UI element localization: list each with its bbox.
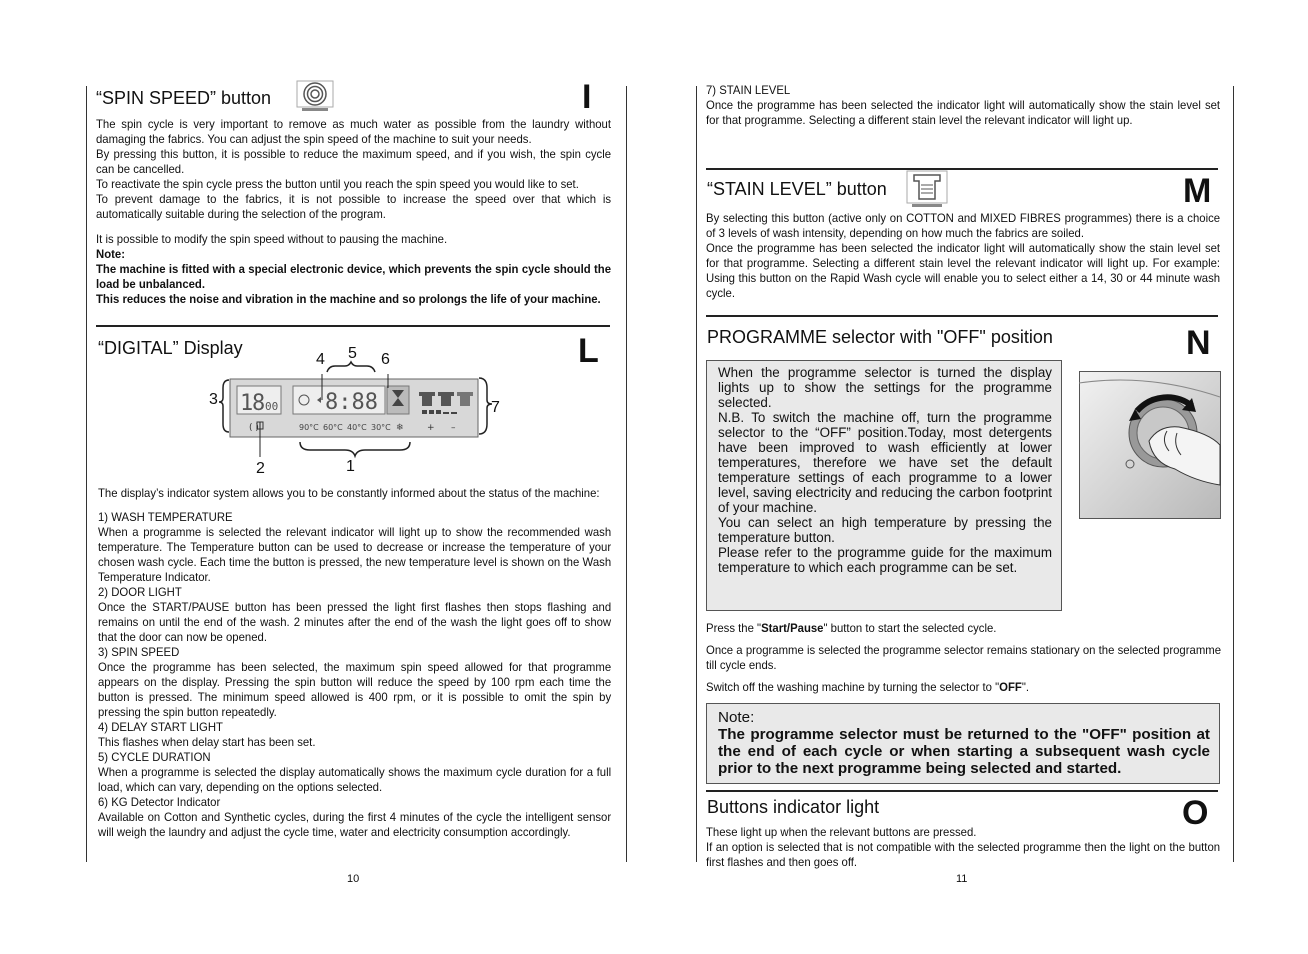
callout-2: 2 (256, 460, 265, 477)
callout-6: 6 (381, 351, 390, 368)
svg-text:8:88: 8:88 (325, 390, 378, 415)
digital-display-heading: “DIGITAL” Display (98, 338, 243, 358)
spin-speed-body (96, 117, 611, 307)
switch-off-bold: OFF (999, 680, 1022, 694)
item-2-head: 2) DOOR LIGHT (98, 585, 182, 599)
spin-para-2: By pressing this button, it is possible to reduce the maximum speed, and if you wish, the spin cycle can be cancelled. (96, 147, 612, 176)
item-5-head: 5) CYCLE DURATION (98, 750, 211, 764)
item-2-text: Once the START/PAUSE button has been pressed the light first flashes then stops flashing and remains on until the end of the wash. 2 minutes after the end of the wash the light goes off to show that the door can now be opened. (98, 600, 612, 644)
section-letter-o: O (1182, 794, 1209, 832)
spin-para-1: The spin cycle is very important to remove as much water as possible from the laundry without damaging the fabrics. You can adjust the spin speed of the machine to suit your needs. (96, 117, 612, 146)
divider-programme (706, 315, 1218, 317)
divider-digital (96, 325, 610, 327)
switch-off-post: ". (1021, 680, 1030, 694)
item-6-text: Available on Cotton and Synthetic cycles, during the first 4 minutes of the cycle the intelligent sensor will weigh the laundry and adjust the cycle time, water and electricity consumption accordingly. (98, 810, 612, 839)
programme-note-label: Note: (718, 709, 755, 726)
svg-text:( ): ( ) (249, 423, 259, 433)
press-start-pre: Press the " (706, 621, 762, 635)
buttons-indicator-p1: These light up when the relevant buttons are pressed. (706, 825, 977, 839)
svg-text:00: 00 (265, 400, 279, 413)
programme-heading: PROGRAMME selector with "OFF" position (707, 327, 1053, 347)
press-start-line (706, 621, 1221, 636)
programme-instructions (706, 621, 1221, 695)
item-4-head: 4) DELAY START LIGHT (98, 720, 223, 734)
stain-button-body (706, 211, 1220, 301)
item-6-head: 6) KG Detector Indicator (98, 795, 221, 809)
callout-3: 3 (209, 391, 218, 408)
digital-intro: The display’s indicator system allows you to be constantly informed about the status of the machine: (98, 486, 600, 500)
stain-button-p1: By selecting this button (active only on COTTON and MIXED FIBRES programmes) there is a choice of 3 levels of wash intensity, depending on how much the fabrics are soiled. (706, 211, 1221, 240)
buttons-indicator-body (706, 825, 1220, 870)
svg-text:8: 8 (252, 391, 266, 416)
buttons-indicator-p2: If an option is selected that is not compatible with the selected programme then the light on the button first flashes and then goes off. (706, 840, 1221, 869)
stain-level-item (706, 83, 1220, 128)
spin-para-3: To reactivate the spin cycle press the button until you reach the spin speed you would like to set. (96, 177, 579, 191)
programme-note-text: The programme selector must be returned to the "OFF" position at the end of each cycle or when starting a subsequent wash cycle prior to the next programme being selected and started. (718, 726, 1210, 777)
section-letter-n: N (1186, 324, 1211, 362)
callout-5: 5 (348, 345, 357, 362)
spin-note-2: This reduces the noise and vibration in the machine and so prolongs the life of your machine. (96, 292, 601, 306)
item-1-text: When a programme is selected the relevant indicator will light up to show the recommended wash temperature. The Temperature button can be used to decrease or increase the temperature of your chosen wash cycle. Each time the button is pressed, the new temperature level is shown on the Wash Temperature Indicator. (98, 525, 612, 584)
page-number-left: 10 (347, 873, 360, 885)
svg-text:❄: ❄ (396, 423, 404, 433)
programme-box-4: Please refer to the programme guide for the maximum temperature to which each programme can be set. (718, 545, 1052, 575)
programme-box-2: N.B. To switch the machine off, turn the programme selector to the “OFF” position.Today, most detergents have been improved to wash efficiently at lower temperatures, therefore we have set the default temperature settings of each programme to a lower level, saving electricity and reducing the carbon footprint of your machine. (718, 410, 1052, 515)
programme-info-box (706, 360, 1062, 611)
stain-button-p2: Once the programme has been selected the indicator light will automatically show the stain level set for that programme. Selecting a different stain level the relevant indicator will light up. For example: Using this button on the Rapid Wash cycle will enable you to select either a 14, 30 or 44 minute wash cycle. (706, 241, 1221, 300)
temp-label-40: 40°C (347, 423, 367, 432)
item-1-head: 1) WASH TEMPERATURE (98, 510, 233, 524)
minus-label: – (451, 423, 456, 433)
section-letter-l: L (578, 332, 599, 370)
item-3-text: Once the programme has been selected, the maximum spin speed allowed for that programme appears on the display. Pressing the spin button will reduce the speed by 100 rpm each time the button is pressed. The minimum speed allowed is 400 rpm, or it is possible to omit the spin by pressing the spin button repeatedly. (98, 660, 612, 719)
programme-box-3: You can select an high temperature by pressing the temperature button. (718, 515, 1052, 545)
spin-modify-para: It is possible to modify the spin speed without to pausing the machine. (96, 232, 448, 246)
selector-stationary: Once a programme is selected the programme selector remains stationary on the selected programme till cycle ends. (706, 643, 1222, 672)
spin-para-4: To prevent damage to the fabrics, it is not possible to increase the speed over that which is automatically suitable during the selection of the program. (96, 192, 612, 221)
temp-label-60: 60°C (323, 423, 343, 432)
item-3-head: 3) SPIN SPEED (98, 645, 180, 659)
press-start-post: " button to start the selected cycle. (823, 621, 997, 635)
press-start-bold: Start/Pause (761, 621, 824, 635)
switch-off-pre: Switch off the washing machine by turning the selector to " (706, 680, 1000, 694)
callout-7: 7 (491, 399, 500, 416)
item-7-text: Once the programme has been selected the indicator light will automatically show the stain level set for that programme. Selecting a different stain level the relevant indicator will light up. (706, 98, 1221, 127)
callout-4: 4 (316, 351, 325, 368)
digital-body (98, 486, 611, 840)
plus-label: + (427, 423, 435, 433)
section-letter-i: I (582, 78, 592, 116)
svg-text:1: 1 (240, 391, 254, 416)
callout-1: 1 (346, 458, 355, 475)
divider-stain (706, 168, 1218, 170)
right-margin-rule (1233, 86, 1234, 862)
buttons-indicator-heading: Buttons indicator light (707, 797, 880, 817)
spin-icon (296, 80, 334, 112)
stain-level-icon (906, 170, 948, 208)
divider-buttons (706, 790, 1218, 792)
temp-label-90: 90°C (299, 423, 319, 432)
spin-speed-heading: “SPIN SPEED” button (96, 88, 272, 108)
switch-off-line (706, 680, 1221, 695)
digital-display-diagram (205, 342, 505, 478)
page-number-right: 11 (956, 873, 968, 885)
item-7-head: 7) STAIN LEVEL (706, 83, 791, 97)
stain-level-heading: “STAIN LEVEL” button (707, 179, 887, 199)
spin-note-label: Note: (96, 247, 125, 261)
item-4-text: This flashes when delay start has been set. (98, 735, 316, 749)
section-letter-m: M (1183, 172, 1212, 210)
programme-note-box (706, 703, 1220, 784)
programme-box-1: When the programme selector is turned the display lights up to show the settings for the programme selected. (718, 365, 1052, 410)
left-margin-rule (86, 86, 87, 862)
center-margin-rule-left (626, 86, 627, 862)
programme-selector-illustration (1079, 371, 1221, 519)
item-5-text: When a programme is selected the display automatically shows the maximum cycle duration for a full load, which can vary, depending on the options selected. (98, 765, 612, 794)
center-margin-rule-right (696, 86, 697, 862)
spin-note-1: The machine is fitted with a special electronic device, which prevents the spin cycle should the load be unbalanced. (96, 262, 612, 291)
temp-label-30: 30°C (371, 423, 391, 432)
